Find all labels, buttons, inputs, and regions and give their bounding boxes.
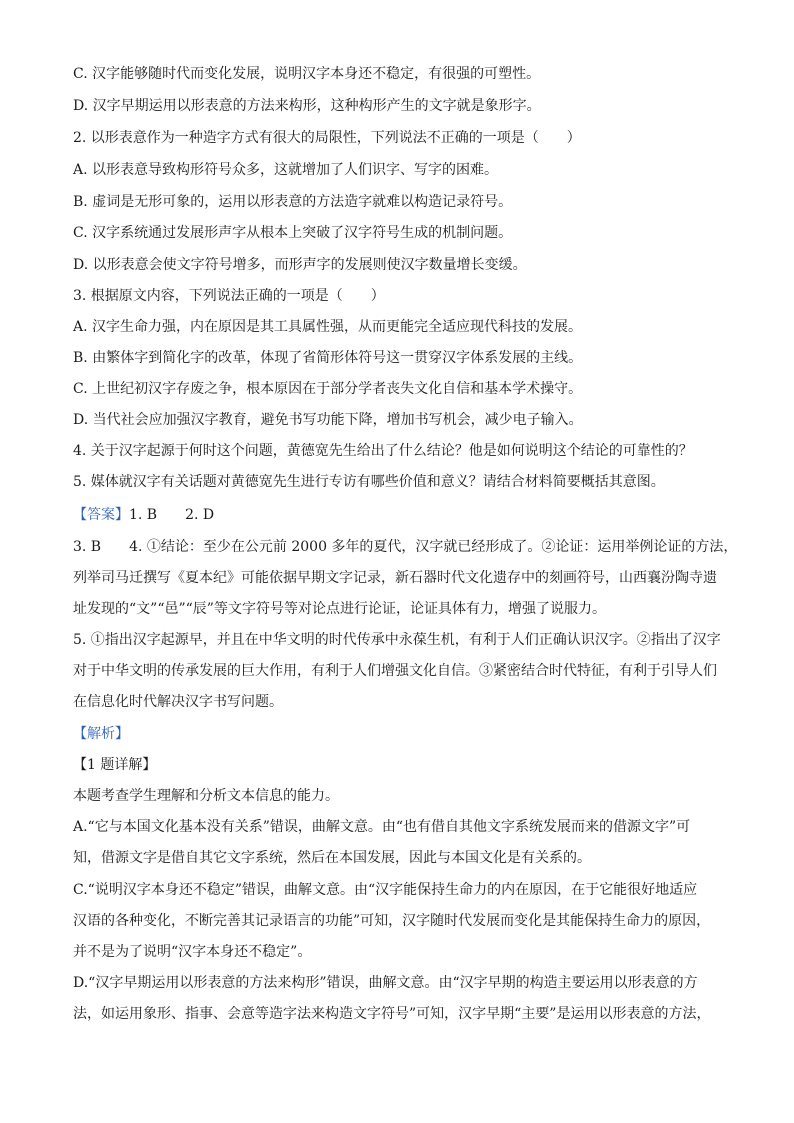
q3-option-c: C. 上世纪初汉字存废之争，根本原因在于部分学者丧失文化自信和基本学术操守。 [73,381,583,397]
analysis-c-line-1: C.“说明汉字本身还不稳定”错误，曲解文意。由“汉字能保持生命力的内在原因，在于它能很好地适应 [73,882,698,898]
analysis-a-line-1: A.“它与本国文化基本没有关系”错误，曲解文意。由“也有借自其他文字系统发展而来的借源文字”可 [73,819,691,835]
analysis-a-line-2: 知，借源文字是借自其它文字系统，然后在本国发展，因此与本国文化是有关系的。 [73,850,591,866]
answer-line-5: 5. ①指出汉字起源早，并且在中华文明的时代传承中永葆生机，有利于人们正确认识汉字。②指出了汉字 [73,632,721,648]
q2-stem: 2. 以形表意作为一种造字方式有很大的局限性，下列说法不正确的一项是（ ） [73,130,581,146]
answer-label: 【答案】 [73,507,129,523]
q2-option-d: D. 以形表意会使文字符号增多，而形声字的发展则使汉字数量增长变缓。 [73,257,527,273]
analysis-d-line-1: D.“汉字早期运用以形表意的方法来构形”错误，曲解文意。由“汉字早期的构造主要运用以形表意的方 [73,975,698,991]
q3-option-d: D. 当代社会应加强汉字教育，避免书写功能下降，增加书写机会，减少电子输入。 [73,412,583,428]
answer-line-6: 对于中华文明的传承发展的巨大作用，有利于人们增强文化自信。③紧密结合时代特征，有利于引导人们 [73,663,717,679]
answer-line-3: 列举司马迁撰写《夏本纪》可能依据早期文字记录，新石器时代文化遗存中的刻画符号，山西襄汾陶寺遗 [73,570,717,586]
q1-option-d: D. 汉字早期运用以形表意的方法来构形，这种构形产生的文字就是象形字。 [73,98,541,114]
q1-detail-heading: 【1 题详解】 [73,757,157,773]
q2-option-a: A. 以形表意导致构形符号众多，这就增加了人们识字、写字的困难。 [73,162,499,178]
analysis-c-line-2: 汉语的各种变化，不断完善其记录语言的功能”可知，汉字随时代发展而变化是其能保持生命力的原因， [73,913,711,929]
answer-line-7: 在信息化时代解决汉字书写问题。 [73,694,283,710]
analysis-label: 【解析】 [73,726,129,742]
q4-stem: 4. 关于汉字起源于何时这个问题，黄德宽先生给出了什么结论？他是如何说明这个结论的可靠性的？ [73,443,693,459]
q3-option-a: A. 汉字生命力强，内在原因是其工具属性强，从而更能完全适应现代科技的发展。 [73,319,583,335]
analysis-d-line-2: 法，如运用象形、指事、会意等造字法来构造文字符号”可知，汉字早期“主要”是运用以形表意的方法， [73,1006,711,1022]
q2-option-c: C. 汉字系统通过发展形声字从根本上突破了汉字符号生成的机制问题。 [73,225,513,241]
q5-stem: 5. 媒体就汉字有关话题对黄德宽先生进行专访有哪些价值和意义？请结合材料简要概括其意图。 [73,474,665,490]
answer-line-4: 址发现的“文”“邑”“辰”等文字符号等对论点进行论证，论证具体有力，增强了说服力。 [73,601,606,617]
answer-line-1-rest: 1. B 2. D [129,507,215,523]
q3-stem: 3. 根据原文内容，下列说法正确的一项是（ ） [73,288,385,304]
analysis-c-line-3: 并不是为了说明“汉字本身还不稳定”。 [73,944,312,960]
q3-option-b: B. 由繁体字到简化字的改革，体现了省简形体符号这一贯穿汉字体系发展的主线。 [73,350,583,366]
q1-option-c: C. 汉字能够随时代而变化发展，说明汉字本身还不稳定，有很强的可塑性。 [73,66,541,82]
answer-line-1 [73,505,733,525]
q2-option-b: B. 虚词是无形可象的，运用以形表意的方法造字就难以构造记录符号。 [73,194,513,210]
analysis-intro: 本题考查学生理解和分析文本信息的能力。 [73,788,339,804]
answer-line-2: 3. B 4. ①结论：至少在公元前 2000 多年的夏代，汉字就已经形成了。②论证：运用举例论证的方法， [73,539,738,555]
